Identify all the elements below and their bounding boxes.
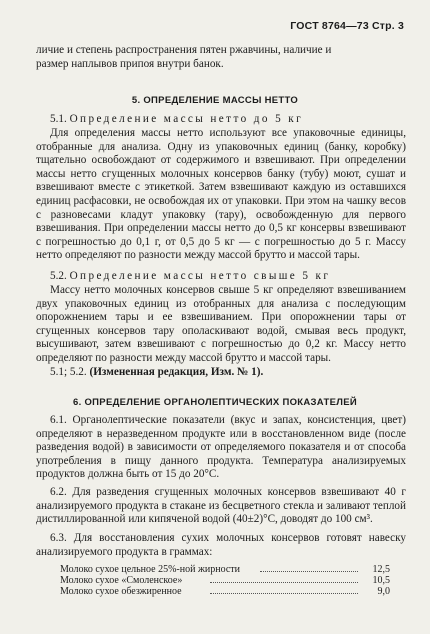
leader-dots — [210, 582, 358, 583]
amendment-text: (Измененная редакция, Изм. № 1). — [89, 366, 264, 378]
item-5-2-number: 5.2. — [50, 270, 67, 282]
table-row — [60, 564, 390, 575]
table-row-label: Молоко сухое цельное 25%-ной жирности — [60, 564, 240, 575]
section-6-title: 6. ОПРЕДЕЛЕНИЕ ОРГАНОЛЕПТИЧЕСКИХ ПОКАЗАТЕЛЕЙ — [73, 397, 357, 408]
amendment-ref: 5.1; 5.2. — [50, 366, 87, 378]
item-5-1-text: Для определения массы нетто используют все упаковочные единицы, отобранные для анализа. Одну из упаковочных единиц (банку, коробку) тщательно освобождают от содержимого и взвешивают. При определении массы нетто сгущенных молочных консервов банку (тубу) моют, сушат и взвешивают вместе с этикеткой. Затем взвешивают каждую из оставшихся единиц расфасовки, не освобождая их от упаковки. При этом на чашку весов с разновесами кладут упаковку (тару), освобожденную для первого взвешивания. При определении массы нетто до 0,5 кг консервы взвешивают с погрешностью до 0,1 г, от 0,5 до 5 кг — с погрешностью до 5 г. Массу нетто определяют по разности между массой брутто и массой тары. — [36, 127, 406, 262]
leader-dots — [210, 593, 358, 594]
leader-dots — [260, 571, 358, 572]
item-5-2-text: Массу нетто молочных консервов свыше 5 кг определяют взвешиванием двух упаковочных единиц из отобранных для анализа с последующим опорожнением тары и ее взвешиванием. При опорожнении тары от сгущенных консервов тару ополаскивают водой, смывая весь продукт, высушивают, затем взвешивают с погрешностью до 0,2 кг. Массу нетто определяют по разности между массой брутто и массой тары. — [36, 284, 406, 364]
item-5-2-heading-text: Определение массы нетто свыше 5 кг — [69, 270, 331, 282]
item-5-2-heading — [50, 270, 420, 284]
table-row-value: 10,5 — [372, 575, 390, 586]
table-row-value: 9,0 — [377, 586, 390, 597]
item-5-1-heading-text: Определение массы нетто до 5 кг — [69, 113, 304, 125]
intro-line-2: размер наплывов припоя внутри банок. — [36, 58, 224, 70]
item-5-1-number: 5.1. — [50, 113, 67, 125]
table-row-value: 12,5 — [372, 564, 390, 575]
table-row — [60, 586, 390, 597]
table-row-label: Молоко сухое «Смоленское» — [60, 575, 183, 586]
section-5-title: 5. ОПРЕДЕЛЕНИЕ МАССЫ НЕТТО — [131, 95, 299, 106]
item-6-2-text: 6.2. Для разведения сгущенных молочных консервов взвешивают 40 г анализируемого продукта в стакане из бесцветного стекла и заливают теплой дистиллированной или кипяченой водой (40±2)°С, доводят до 100 см³. — [36, 486, 406, 526]
page-header: ГОСТ 8764—73 Стр. 3 — [290, 20, 404, 32]
table-row-label: Молоко сухое обезжиренное — [60, 586, 182, 597]
table-row — [60, 575, 390, 586]
amendment-note — [50, 366, 420, 380]
item-6-3-text: 6.3. Для восстановления сухих молочных консервов готовят навеску анализируемого продукта в граммах: — [36, 532, 406, 558]
item-5-1-heading — [50, 113, 420, 127]
item-6-1-text: 6.1. Органолептические показатели (вкус и запах, консистенция, цвет) определяют в неразведенном продукте или в восстановленном виде (после разведения водой) в зависимости от определяемого показателя и от способа употребления в пищу данного продукта. Температура анализируемых продуктов должна быть от 15 до 20°С. — [36, 414, 406, 481]
intro-line-1: личие и степень распространения пятен ржавчины, наличие и — [36, 44, 332, 56]
